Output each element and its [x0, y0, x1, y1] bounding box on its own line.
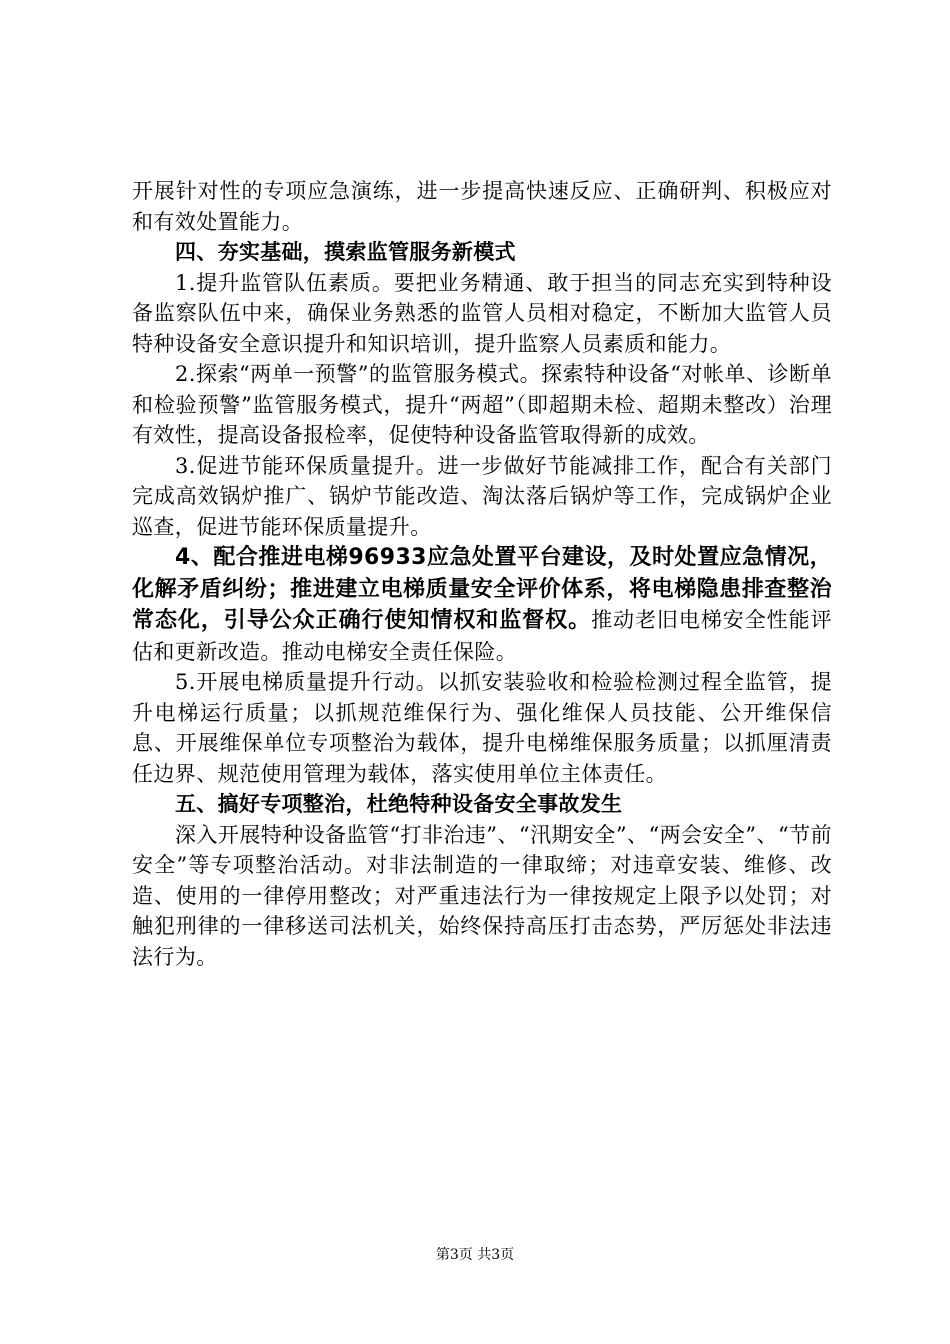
paragraph-item-5: 5.开展电梯质量提升行动。以抓安装验收和检验检测过程全监管，提升电梯运行质量；以抓规范维保行为、强化维保人员技能、公开维保信息、开展维保单位专项整治为载体，提升电梯维保服务质量；以抓厘清责任边界、规范使用管理为载体，落实使用单位主体责任。: [132, 670, 832, 786]
paragraph-intro: 开展针对性的专项应急演练，进一步提高快速反应、正确研判、积极应对和有效处置能力。: [132, 179, 832, 234]
page-number-label: 第3页 共3页: [435, 1247, 515, 1263]
paragraph-item-2: 2.探索“两单一预警”的监管服务模式。探索特种设备“对帐单、诊断单和检验预警”监管服务模式，提升“两超”（即超期未检、超期未整改）治理有效性，提高设备报检率，促使特种设备监管取得新的成效。: [132, 362, 832, 447]
section-heading-4: 四、夯实基础，摸索监管服务新模式: [175, 240, 516, 264]
paragraph-item-4: [132, 542, 832, 667]
paragraph-item-1: 1.提升监管队伍素质。要把业务精通、敢于担当的同志充实到特种设备监察队伍中来，确保业务熟悉的监管人员相对稳定，不断加大监管人员特种设备安全意识提升和知识培训，提升监察人员素质和能力。: [132, 270, 832, 356]
paragraph-item-3: 3.促进节能环保质量提升。进一步做好节能减排工作，配合有关部门完成高效锅炉推广、锅炉节能改造、淘汰落后锅炉等工作，完成锅炉企业巡查，促进节能环保质量提升。: [132, 453, 832, 539]
page-footer: [0, 1244, 950, 1264]
section-heading-5: 五、搞好专项整治，杜绝特种设备安全事故发生: [175, 792, 623, 816]
paragraph-item-4-bold: 4、配合推进电梯96933应急处置平台建设，及时处置应急情况，化解矛盾纠纷；推进建立电梯质量安全评价体系，将电梯隐患排查整治常态化，引导公众正确行使知情权和监督权。: [132, 545, 832, 633]
paragraph-special-rectification: 深入开展特种设备监管“打非治违”、“汛期安全”、“两会安全”、“节前安全”等专项整治活动。对非法制造的一律取缔；对违章安装、维修、改造、使用的一律停用整改；对严重违法行为一律按规定上限予以处罚；对触犯刑律的一律移送司法机关，始终保持高压打击态势，严厉惩处非法违法行为。: [132, 822, 832, 969]
document-body: [132, 176, 832, 972]
paragraph-item-4-normal: 推动老旧电梯安全性能评估和更新改造。推动电梯安全责任保险。: [132, 608, 832, 664]
